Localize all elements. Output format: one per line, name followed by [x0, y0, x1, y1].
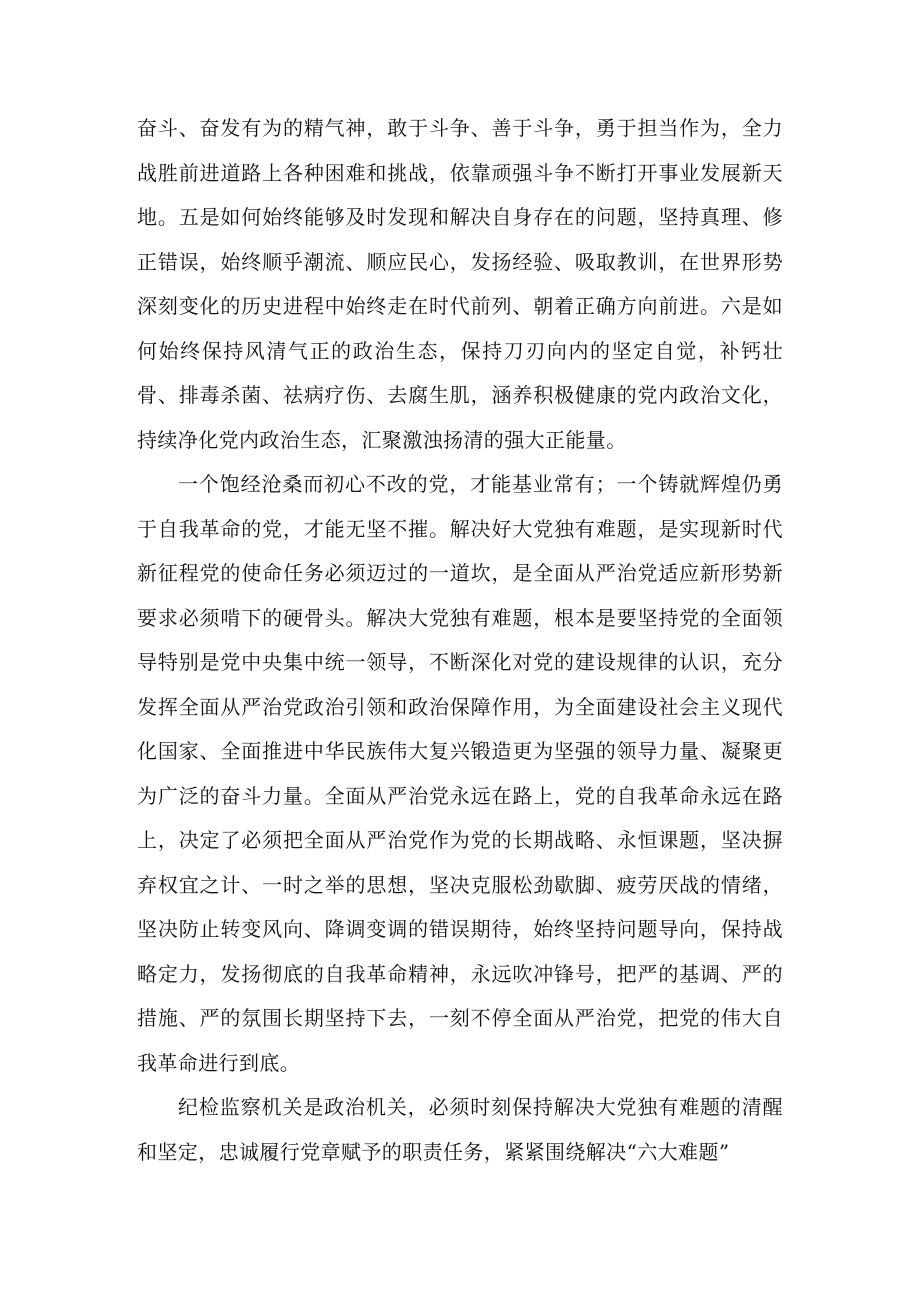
document-body: [137, 106, 783, 1174]
paragraph-3: 纪检监察机关是政治机关，必须时刻保持解决大党独有难题的清醒和坚定，忠诚履行党章赋予的职责任务，紧紧围绕解决“六大难题”: [137, 1095, 783, 1164]
paragraph-1: 奋斗、奋发有为的精气神，敢于斗争、善于斗争，勇于担当作为，全力战胜前进道路上各种困难和挑战，依靠顽强斗争不断打开事业发展新天地。五是如何始终能够及时发现和解决自身存在的问题，坚持真理、修正错误，始终顺乎潮流、顺应民心，发扬经验、吸取教训，在世界形势深刻变化的历史进程中始终走在时代前列、朝着正确方向前进。六是如何始终保持风清气正的政治生态，保持刀刃向内的坚定自觉，补钙壮骨、排毒杀菌、祛病疗伤、去腐生肌，涵养积极健康的党内政治文化，持续净化党内政治生态，汇聚激浊扬清的强大正能量。: [137, 116, 783, 452]
paragraph-2: 一个饱经沧桑而初心不改的党，才能基业常有；一个铸就辉煌仍勇于自我革命的党，才能无坚不摧。解决好大党独有难题，是实现新时代新征程党的使命任务必须迈过的一道坎，是全面从严治党适应新形势新要求必须啃下的硬骨头。解决大党独有难题，根本是要坚持党的全面领导特别是党中央集中统一领导，不断深化对党的建设规律的认识，充分发挥全面从严治党政治引领和政治保障作用，为全面建设社会主义现代化国家、全面推进中华民族伟大复兴锻造更为坚强的领导力量、凝聚更为广泛的奋斗力量。全面从严治党永远在路上，党的自我革命永远在路上，决定了必须把全面从严治党作为党的长期战略、永恒课题，坚决摒弃权宜之计、一时之举的思想，坚决克服松劲歇脚、疲劳厌战的情绪，坚决防止转变风向、降调变调的错误期待，始终坚持问题导向，保持战略定力，发扬彻底的自我革命精神，永远吹冲锋号，把严的基调、严的措施、严的氛围长期坚持下去，一刻不停全面从严治党，把党的伟大自我革命进行到底。: [137, 472, 783, 1075]
